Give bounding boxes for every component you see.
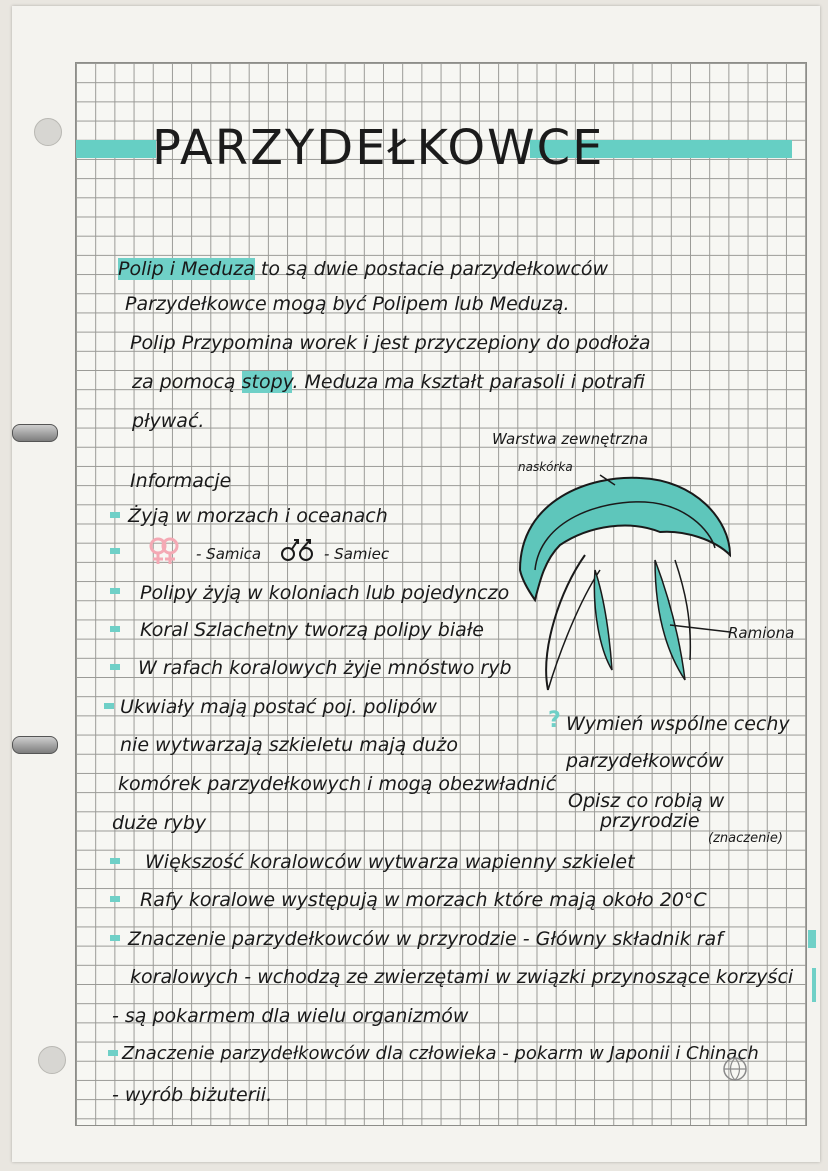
binder-hole [34, 118, 62, 146]
bullet-dash [110, 588, 120, 594]
info-item: duże ryby [112, 812, 207, 834]
binder-ring [12, 736, 58, 754]
info-item: nie wytwarzają szkieletu mają dużo [120, 734, 459, 756]
binder-hole [38, 1046, 66, 1074]
info-item: Ukwiały mają postać poj. polipów [120, 696, 437, 718]
question-mark-icon: ? [548, 708, 561, 733]
question-2b: przyrodzie [600, 810, 700, 832]
bullet-dash [110, 664, 120, 670]
bullet-dash [110, 548, 120, 554]
intro-line-5: pływać. [132, 410, 205, 432]
bullet-dash [110, 512, 120, 518]
bottom-line: koralowych - wchodzą ze zwierzętami w związki przynoszące korzyści [130, 966, 794, 988]
info-male: - Samiec [324, 545, 390, 563]
question-1b: parzydełkowców [566, 750, 724, 772]
question-1a: Wymień wspólne cechy [566, 713, 790, 735]
bullet-dash [110, 626, 120, 632]
bullet-dash [110, 896, 120, 902]
margin-mark [808, 930, 816, 948]
info-item: komórek parzydełkowych i mogą obezwładnić [118, 773, 557, 795]
bottom-line: Znaczenie parzydełkowców dla człowieka - pokarm w Japonii i Chinach [122, 1043, 759, 1064]
bullet-dash [110, 858, 120, 864]
info-item: Polipy żyją w koloniach lub pojedynczo [140, 582, 510, 604]
page-title: PARZYDEŁKOWCE [152, 120, 605, 176]
intro-highlight-polip-meduza: Polip i Meduza [118, 258, 255, 280]
diagram-label-epidermis: naskórka [518, 460, 573, 474]
bullet-dash [108, 1050, 118, 1056]
intro-line-1-text: to są dwie postacie parzydełkowców [260, 258, 609, 280]
intro-line-4 [132, 371, 645, 393]
bottom-line: Znaczenie parzydełkowców w przyrodzie - Główny składnik raf [128, 928, 723, 950]
question-2a: Opisz co robią w [568, 790, 725, 812]
intro-highlight-stopy: stopy [241, 371, 293, 393]
question-2c: (znaczenie) [708, 831, 783, 846]
intro-line-3: Polip Przypomina worek i jest przyczepiony do podłoża [130, 332, 651, 354]
bullet-dash [110, 935, 120, 941]
margin-mark [812, 968, 816, 1002]
diagram-label-outer-layer: Warstwa zewnętrzna [492, 430, 649, 448]
binder-ring [12, 424, 58, 442]
bottom-line: Większość koralowców wytwarza wapienny szkielet [145, 851, 635, 873]
bottom-line: - są pokarmem dla wielu organizmów [112, 1005, 469, 1027]
female-symbol-icon [144, 534, 184, 568]
info-item: Koral Szlachetny tworzą polipy białe [140, 619, 484, 641]
bottom-line: - wyrób biżuterii. [112, 1084, 273, 1106]
info-female: - Samica [196, 545, 262, 563]
diagram-label-arms: Ramiona [728, 624, 795, 642]
male-symbol-icon [276, 532, 320, 568]
bottom-line: Rafy koralowe występują w morzach które mają około 20°C [140, 889, 707, 911]
title-highlight-left [76, 140, 156, 158]
intro-line-1 [118, 258, 608, 280]
info-item: Żyją w morzach i oceanach [128, 505, 388, 527]
intro-line-4-pre: za pomocą [132, 371, 236, 393]
globe-watermark-icon [722, 1056, 748, 1082]
intro-line-2: Parzydełkowce mogą być Polipem lub Meduzą. [125, 293, 570, 315]
bullet-dash [104, 703, 114, 709]
info-heading: Informacje [130, 470, 232, 492]
info-item: W rafach koralowych żyje mnóstwo ryb [138, 657, 512, 679]
intro-line-4-post: . Meduza ma kształt parasoli i potrafi [292, 371, 645, 393]
